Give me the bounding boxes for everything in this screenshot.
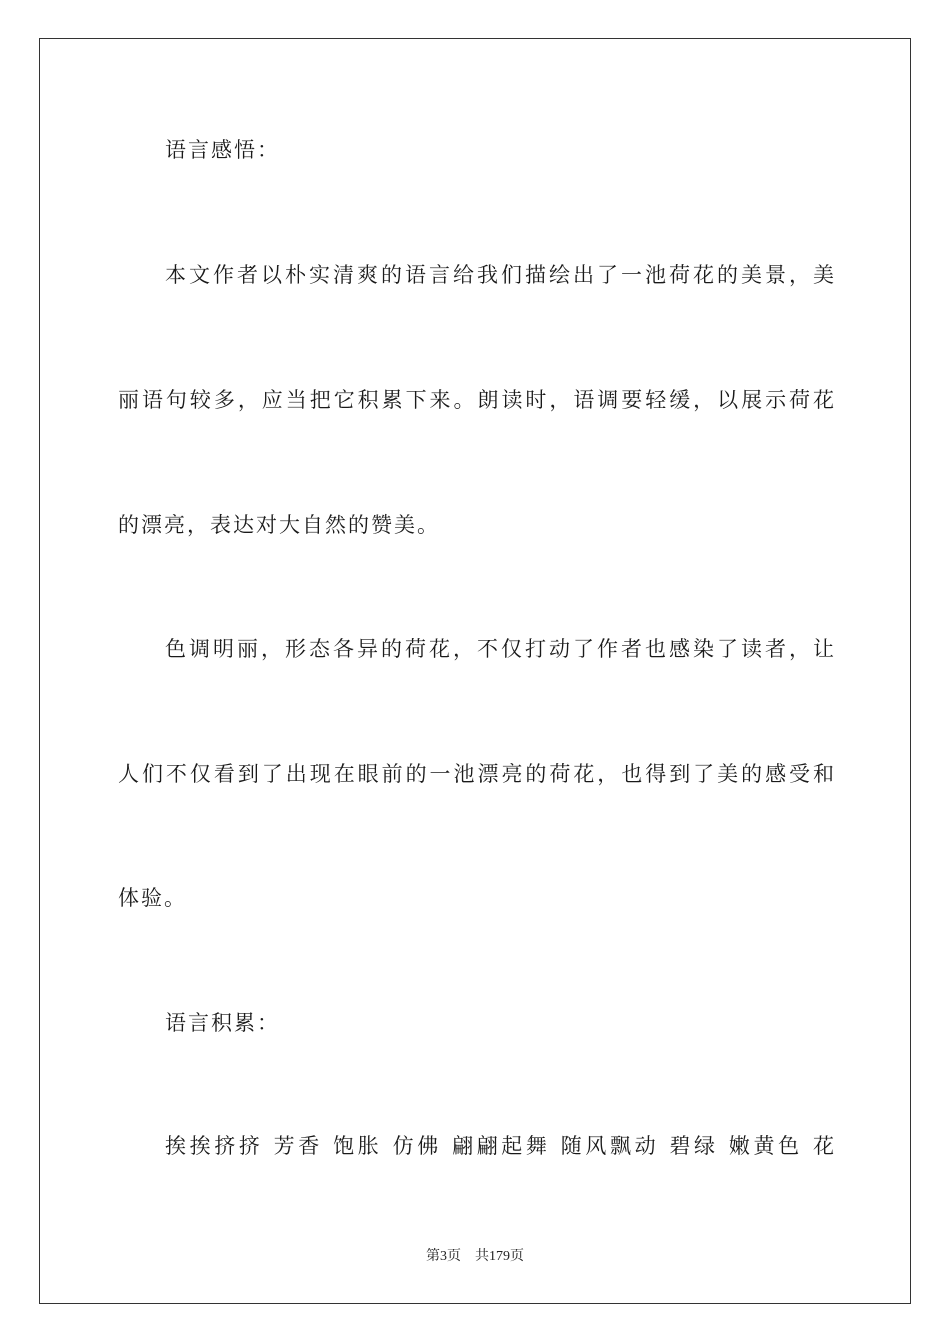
paragraph-line: 体验。 bbox=[118, 886, 187, 910]
heading-language-insight: 语言感悟： bbox=[165, 138, 280, 162]
paragraph-line: 本文作者以朴实清爽的语言给我们描绘出了一池荷花的美景，美 bbox=[165, 263, 834, 287]
page-border bbox=[39, 38, 911, 1304]
total-pages: 共179页 bbox=[475, 1249, 524, 1264]
heading-language-accumulation: 语言积累： bbox=[165, 1011, 280, 1035]
paragraph-line: 色调明丽，形态各异的荷花，不仅打动了作者也感染了读者，让 bbox=[165, 637, 834, 661]
vocabulary-line: 挨挨挤挤 芳香 饱胀 仿佛 翩翩起舞 随风飘动 碧绿 嫩黄色 花 bbox=[165, 1134, 834, 1158]
page-footer bbox=[0, 1247, 950, 1267]
page-number: 第3页 bbox=[426, 1249, 461, 1264]
paragraph-line: 的漂亮，表达对大自然的赞美。 bbox=[118, 513, 440, 537]
paragraph-line: 丽语句较多，应当把它积累下来。朗读时，语调要轻缓，以展示荷花 bbox=[118, 388, 834, 412]
paragraph-line: 人们不仅看到了出现在眼前的一池漂亮的荷花，也得到了美的感受和 bbox=[118, 762, 834, 786]
